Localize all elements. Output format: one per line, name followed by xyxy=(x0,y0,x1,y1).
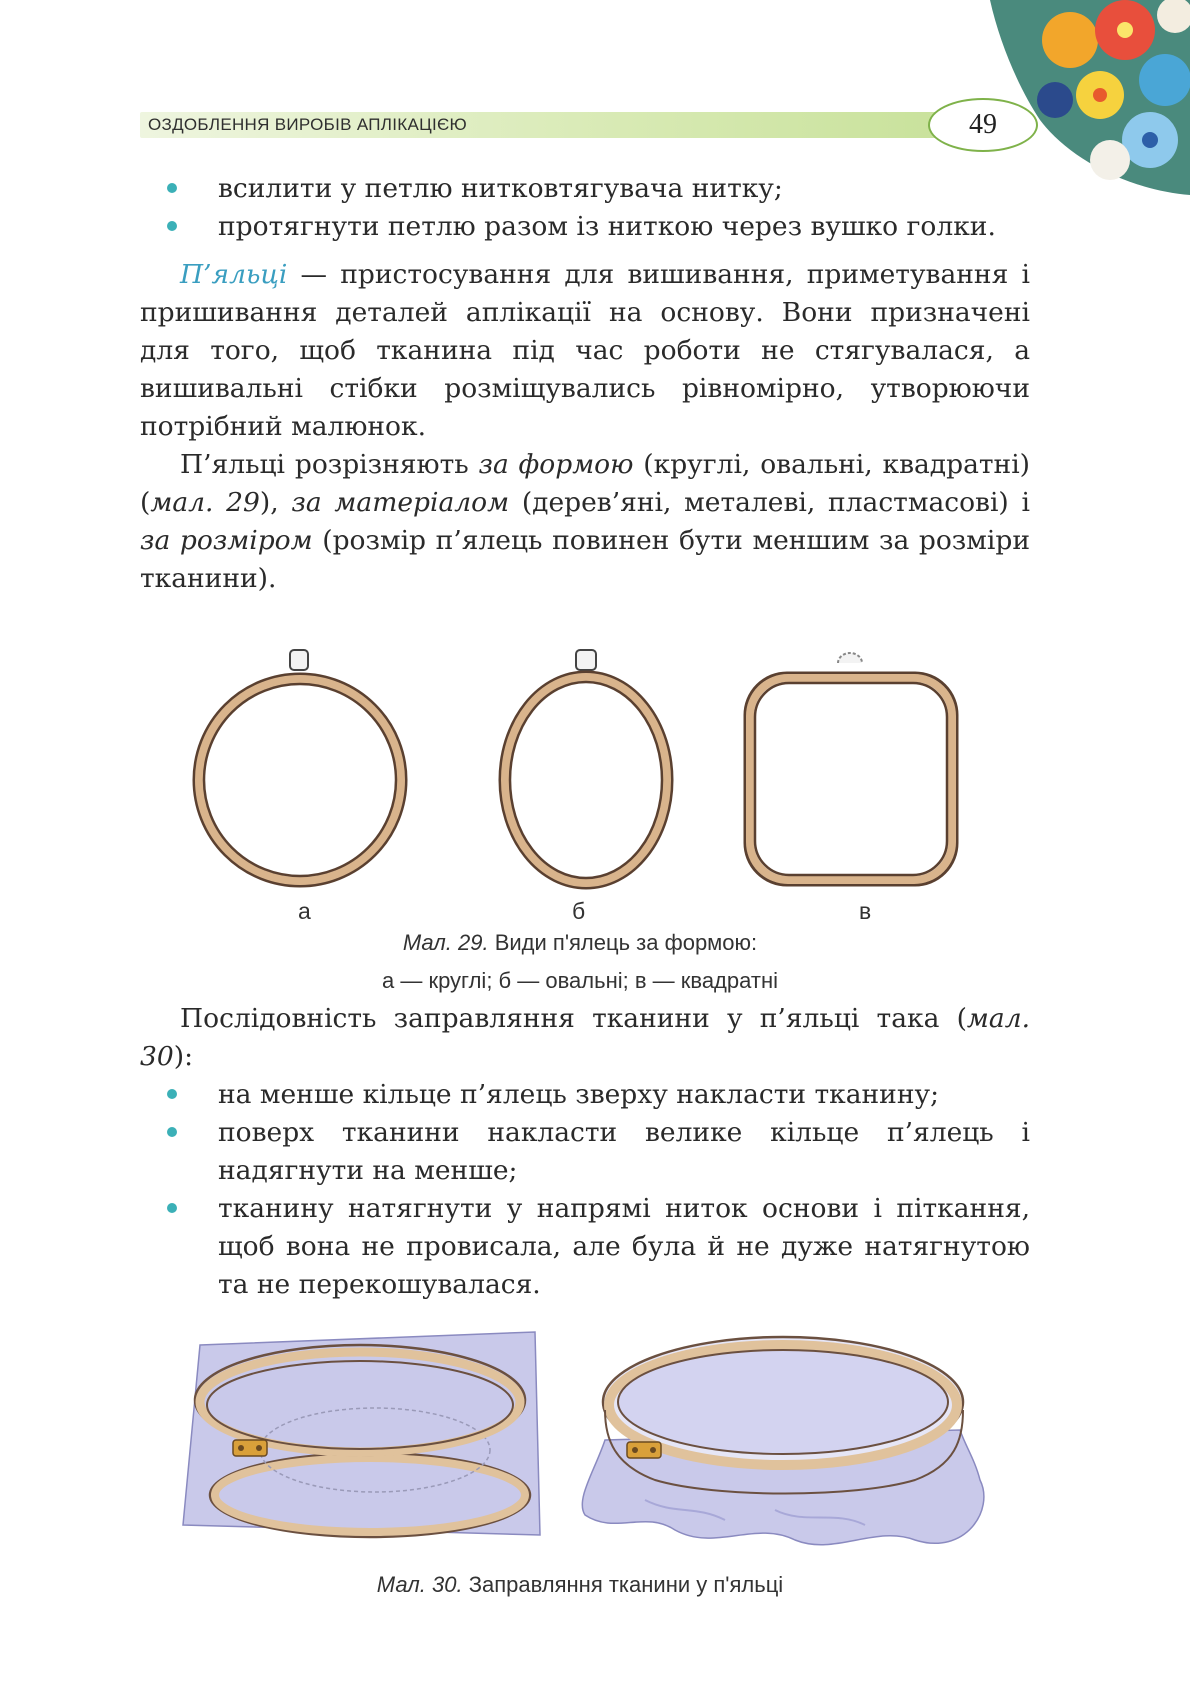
definition-paragraph xyxy=(140,256,1030,446)
sequence-paragraph: Послідовність заправляння тканини у п’яльці така (мал. 30): xyxy=(140,1003,1030,1072)
steps-list-1 xyxy=(140,170,1030,246)
hoop-with-fabric-left xyxy=(183,1332,540,1537)
classification-paragraph: П’яльці розрізняють за формою (круглі, овальні, квадратні) (мал. 29), за матеріалом (дерев’яні, металеві, пластмасові) і за розміром (розмір п’ялець повинен бути меншим за розміри тканини). xyxy=(140,449,1031,594)
figure-30-caption: Мал. 30. Заправляння тканини у п'яльці xyxy=(376,1572,784,1597)
list-item: тканину натягнути у напрямі ниток основи і піткання, щоб вона не провисала, але була й не дуже натягнутою та не перекошувалася. xyxy=(140,1190,1030,1304)
label-b: б xyxy=(572,898,586,924)
text-block-bottom xyxy=(140,1000,1030,1304)
square-hoop xyxy=(745,653,957,885)
round-hoop xyxy=(194,650,406,886)
hoop-shapes-figure xyxy=(180,645,1000,890)
running-header xyxy=(140,112,940,138)
list-item: протягнути петлю разом із ниткою через вушко голки. xyxy=(140,208,1030,246)
steps-list-2 xyxy=(140,1076,1030,1304)
hoop-with-fabric-right xyxy=(582,1337,984,1545)
term-hoops: П’яльці xyxy=(180,259,288,290)
definition-text: — пристосування для вишивання, приметування і пришивання деталей аплікації на основу. Вони призначені для того, щоб тканина під час роботи не стягувалася, а вишивальні стібки розміщувались рівномірно, утворюючи потрібний малюнок. xyxy=(140,259,1030,442)
list-item: всилити у петлю нитковтягувача нитку; xyxy=(140,170,1030,208)
chapter-title: ОЗДОБЛЕННЯ ВИРОБІВ АПЛІКАЦІЄЮ xyxy=(148,115,467,134)
figure-29-caption: Мал. 29. Види п'ялець за формою: xyxy=(402,930,758,955)
label-v: в xyxy=(859,898,872,924)
text-block-top xyxy=(140,170,1030,598)
list-item: поверх тканини накласти велике кільце п’ялець і надягнути на менше; xyxy=(140,1114,1030,1190)
fabric-in-hoop-figure xyxy=(175,1330,1035,1560)
list-item: на менше кільце п’ялець зверху накласти тканину; xyxy=(140,1076,1030,1114)
oval-hoop xyxy=(500,650,672,888)
label-a: а xyxy=(298,898,311,924)
page-number: 49 xyxy=(928,98,1038,152)
figure-29-caption-line2: а — круглі; б — овальні; в — квадратні xyxy=(381,968,778,993)
